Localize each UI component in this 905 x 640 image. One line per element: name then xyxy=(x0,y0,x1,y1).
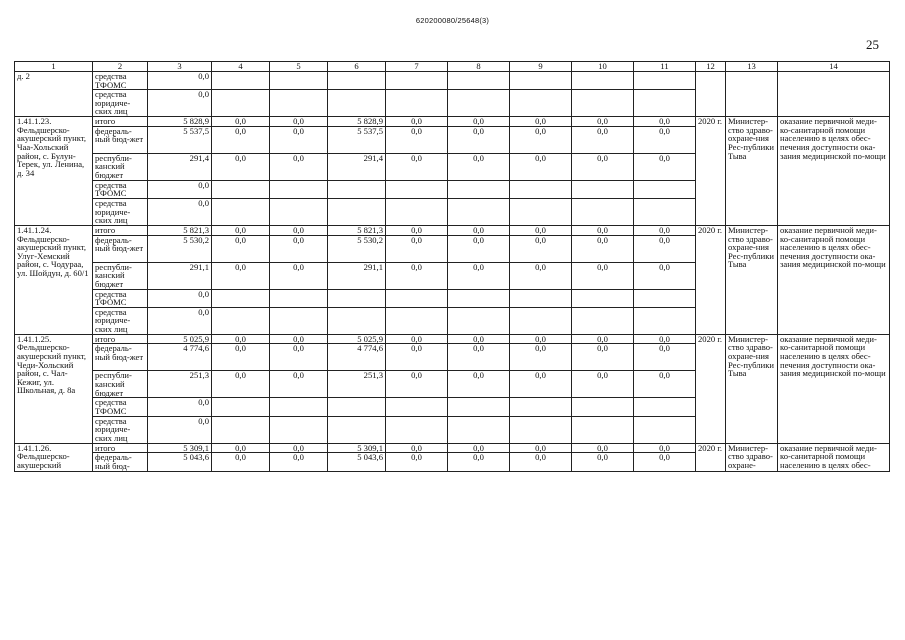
value-cell xyxy=(328,289,386,307)
value-cell: 0,0 xyxy=(448,334,510,344)
funding-source-cell: республи-канский бюджет xyxy=(93,262,148,289)
value-cell xyxy=(212,180,270,198)
value-cell: 0,0 xyxy=(386,443,448,453)
value-cell: 0,0 xyxy=(148,307,212,334)
value-cell xyxy=(386,289,448,307)
value-cell xyxy=(510,398,572,416)
value-cell: 0,0 xyxy=(270,126,328,153)
facility-cell: 1.41.1.23. Фельдшерско-акушерский пункт, Чаа-Хольский район, с. Булун-Терек, ул. Ленина, д. 34 xyxy=(15,117,93,226)
value-cell xyxy=(510,416,572,443)
value-cell xyxy=(572,90,634,117)
value-cell: 251,3 xyxy=(148,371,212,398)
value-cell: 0,0 xyxy=(634,344,696,371)
value-cell: 0,0 xyxy=(448,235,510,262)
value-cell: 0,0 xyxy=(270,117,328,127)
value-cell: 5 821,3 xyxy=(328,225,386,235)
value-cell xyxy=(572,307,634,334)
funding-source-cell: федераль-ный бюд-жет xyxy=(93,235,148,262)
table-row xyxy=(15,117,890,127)
value-cell xyxy=(328,180,386,198)
funding-source-cell: федераль-ный бюд- xyxy=(93,453,148,472)
agency-cell: Министер-ство здраво-охране-ния Рес-публики Тыва xyxy=(726,225,778,334)
value-cell: 0,0 xyxy=(634,262,696,289)
value-cell: 0,0 xyxy=(572,153,634,180)
value-cell: 0,0 xyxy=(634,334,696,344)
value-cell xyxy=(634,72,696,90)
value-cell xyxy=(572,416,634,443)
value-cell: 0,0 xyxy=(212,453,270,472)
value-cell: 0,0 xyxy=(148,72,212,90)
column-header: 7 xyxy=(386,62,448,72)
purpose-cell: оказание первичной меди-ко-санитарной помощи населению в целях обес-печения доступности ока-зания медицинской по-мощи xyxy=(778,334,890,443)
value-cell xyxy=(448,289,510,307)
value-cell xyxy=(448,90,510,117)
value-cell xyxy=(386,90,448,117)
agency-cell xyxy=(726,72,778,117)
value-cell: 0,0 xyxy=(148,398,212,416)
value-cell xyxy=(212,198,270,225)
value-cell: 0,0 xyxy=(212,334,270,344)
value-cell: 4 774,6 xyxy=(328,344,386,371)
value-cell xyxy=(386,198,448,225)
value-cell: 0,0 xyxy=(448,262,510,289)
value-cell: 0,0 xyxy=(448,371,510,398)
value-cell: 0,0 xyxy=(386,117,448,127)
column-header: 3 xyxy=(148,62,212,72)
agency-cell: Министер-ство здраво-охране- xyxy=(726,443,778,472)
funding-source-cell: итого xyxy=(93,443,148,453)
table-row xyxy=(15,72,890,90)
value-cell: 0,0 xyxy=(448,344,510,371)
value-cell: 5 043,6 xyxy=(328,453,386,472)
value-cell: 0,0 xyxy=(634,371,696,398)
value-cell xyxy=(270,180,328,198)
purpose-cell: оказание первичной меди-ко-санитарной помощи населению в целях обес-печения доступности ока-зания медицинской по-мощи xyxy=(778,117,890,226)
header-row xyxy=(15,62,890,72)
value-cell: 0,0 xyxy=(448,443,510,453)
funding-source-cell: федераль-ный бюд-жет xyxy=(93,126,148,153)
value-cell: 5 025,9 xyxy=(148,334,212,344)
value-cell: 0,0 xyxy=(510,453,572,472)
value-cell: 0,0 xyxy=(270,453,328,472)
purpose-cell xyxy=(778,72,890,117)
value-cell: 0,0 xyxy=(270,262,328,289)
value-cell: 0,0 xyxy=(634,225,696,235)
value-cell: 0,0 xyxy=(386,453,448,472)
value-cell: 0,0 xyxy=(386,334,448,344)
purpose-cell: оказание первичной меди-ко-санитарной помощи населению в целях обес-печения доступности ока-зания медицинской по-мощи xyxy=(778,225,890,334)
value-cell: 5 537,5 xyxy=(328,126,386,153)
funding-source-cell: средства юридиче-ских лиц xyxy=(93,198,148,225)
value-cell: 0,0 xyxy=(448,453,510,472)
value-cell xyxy=(510,180,572,198)
document-id: 620200080/25648(3) xyxy=(415,16,490,25)
value-cell xyxy=(386,398,448,416)
value-cell xyxy=(634,398,696,416)
value-cell: 4 774,6 xyxy=(148,344,212,371)
table-row xyxy=(15,334,890,344)
funding-source-cell: итого xyxy=(93,225,148,235)
value-cell: 0,0 xyxy=(572,225,634,235)
agency-cell: Министер-ство здраво-охране-ния Рес-публики Тыва xyxy=(726,117,778,226)
value-cell: 0,0 xyxy=(448,225,510,235)
value-cell xyxy=(448,72,510,90)
facility-cell: д. 2 xyxy=(15,72,93,117)
value-cell: 291,4 xyxy=(328,153,386,180)
value-cell xyxy=(270,398,328,416)
value-cell: 0,0 xyxy=(634,453,696,472)
value-cell xyxy=(510,90,572,117)
value-cell: 0,0 xyxy=(212,344,270,371)
value-cell: 0,0 xyxy=(634,117,696,127)
value-cell: 0,0 xyxy=(386,225,448,235)
value-cell: 0,0 xyxy=(448,117,510,127)
value-cell: 0,0 xyxy=(510,334,572,344)
value-cell xyxy=(634,289,696,307)
funding-source-cell: итого xyxy=(93,334,148,344)
value-cell: 0,0 xyxy=(572,334,634,344)
column-header: 4 xyxy=(212,62,270,72)
value-cell xyxy=(634,90,696,117)
year-cell: 2020 г. xyxy=(696,225,726,334)
value-cell: 0,0 xyxy=(270,225,328,235)
value-cell xyxy=(328,416,386,443)
value-cell xyxy=(572,72,634,90)
value-cell: 0,0 xyxy=(572,235,634,262)
value-cell xyxy=(386,416,448,443)
value-cell xyxy=(328,72,386,90)
value-cell: 0,0 xyxy=(572,453,634,472)
value-cell: 0,0 xyxy=(148,198,212,225)
value-cell: 0,0 xyxy=(270,153,328,180)
column-header: 8 xyxy=(448,62,510,72)
value-cell: 0,0 xyxy=(572,371,634,398)
column-header: 9 xyxy=(510,62,572,72)
value-cell: 5 043,6 xyxy=(148,453,212,472)
facility-cell: 1.41.1.26. Фельдшерско-акушерский xyxy=(15,443,93,472)
value-cell: 0,0 xyxy=(212,371,270,398)
value-cell: 0,0 xyxy=(148,289,212,307)
value-cell: 0,0 xyxy=(386,371,448,398)
value-cell: 0,0 xyxy=(572,126,634,153)
value-cell xyxy=(634,180,696,198)
value-cell xyxy=(634,307,696,334)
funding-source-cell: средства ТФОМС xyxy=(93,72,148,90)
value-cell: 0,0 xyxy=(386,235,448,262)
value-cell: 0,0 xyxy=(634,443,696,453)
value-cell: 0,0 xyxy=(572,117,634,127)
value-cell xyxy=(212,72,270,90)
value-cell: 5 530,2 xyxy=(328,235,386,262)
value-cell xyxy=(448,398,510,416)
value-cell: 0,0 xyxy=(148,90,212,117)
table-row xyxy=(15,443,890,453)
year-cell xyxy=(696,72,726,117)
value-cell: 0,0 xyxy=(510,153,572,180)
value-cell xyxy=(448,416,510,443)
funding-source-cell: средства юридиче-ских лиц xyxy=(93,416,148,443)
value-cell: 0,0 xyxy=(386,126,448,153)
value-cell: 5 828,9 xyxy=(328,117,386,127)
page-number: 25 xyxy=(866,37,879,52)
value-cell xyxy=(270,289,328,307)
value-cell: 291,4 xyxy=(148,153,212,180)
column-header: 11 xyxy=(634,62,696,72)
value-cell xyxy=(510,307,572,334)
value-cell xyxy=(328,198,386,225)
value-cell: 0,0 xyxy=(510,443,572,453)
funding-source-cell: средства ТФОМС xyxy=(93,289,148,307)
value-cell: 0,0 xyxy=(386,262,448,289)
value-cell: 0,0 xyxy=(148,180,212,198)
value-cell: 5 025,9 xyxy=(328,334,386,344)
value-cell xyxy=(212,307,270,334)
value-cell xyxy=(572,198,634,225)
value-cell: 0,0 xyxy=(634,235,696,262)
year-cell: 2020 г. xyxy=(696,443,726,472)
value-cell xyxy=(212,416,270,443)
value-cell: 5 309,1 xyxy=(148,443,212,453)
agency-cell: Министер-ство здраво-охране-ния Рес-публики Тыва xyxy=(726,334,778,443)
column-header: 10 xyxy=(572,62,634,72)
value-cell: 5 309,1 xyxy=(328,443,386,453)
value-cell: 0,0 xyxy=(212,126,270,153)
value-cell xyxy=(634,198,696,225)
year-cell: 2020 г. xyxy=(696,117,726,226)
value-cell xyxy=(270,307,328,334)
funding-source-cell: республи-канский бюджет xyxy=(93,153,148,180)
value-cell xyxy=(386,307,448,334)
value-cell xyxy=(328,90,386,117)
value-cell: 0,0 xyxy=(270,235,328,262)
funding-source-cell: итого xyxy=(93,117,148,127)
value-cell: 0,0 xyxy=(510,344,572,371)
value-cell: 0,0 xyxy=(270,371,328,398)
value-cell xyxy=(270,90,328,117)
value-cell xyxy=(572,180,634,198)
value-cell: 0,0 xyxy=(510,262,572,289)
value-cell xyxy=(212,90,270,117)
value-cell: 5 530,2 xyxy=(148,235,212,262)
value-cell: 0,0 xyxy=(510,126,572,153)
purpose-cell: оказание первичной меди-ко-санитарной помощи населению в целях обес- xyxy=(778,443,890,472)
value-cell: 0,0 xyxy=(386,153,448,180)
value-cell xyxy=(448,198,510,225)
funding-source-cell: средства юридиче-ских лиц xyxy=(93,307,148,334)
value-cell: 0,0 xyxy=(572,262,634,289)
value-cell xyxy=(634,416,696,443)
value-cell xyxy=(572,398,634,416)
funding-source-cell: республи-канский бюджет xyxy=(93,371,148,398)
funding-source-cell: средства ТФОМС xyxy=(93,398,148,416)
year-cell: 2020 г. xyxy=(696,334,726,443)
value-cell xyxy=(270,416,328,443)
column-header: 1 xyxy=(15,62,93,72)
value-cell: 5 537,5 xyxy=(148,126,212,153)
value-cell: 251,3 xyxy=(328,371,386,398)
funding-source-cell: федераль-ный бюд-жет xyxy=(93,344,148,371)
table-row xyxy=(15,225,890,235)
value-cell xyxy=(328,398,386,416)
value-cell xyxy=(386,180,448,198)
facility-cell: 1.41.1.25. Фельдшерско-акушерский пункт, Чеди-Хольский район, с. Чал-Кежиг, ул. Школьная, д. 8а xyxy=(15,334,93,443)
value-cell: 0,0 xyxy=(572,344,634,371)
value-cell: 0,0 xyxy=(572,443,634,453)
value-cell: 0,0 xyxy=(212,117,270,127)
value-cell: 0,0 xyxy=(510,371,572,398)
value-cell xyxy=(572,289,634,307)
value-cell xyxy=(270,72,328,90)
value-cell xyxy=(448,307,510,334)
value-cell: 0,0 xyxy=(270,344,328,371)
value-cell xyxy=(510,289,572,307)
value-cell: 0,0 xyxy=(148,416,212,443)
budget-table xyxy=(14,61,890,472)
value-cell: 0,0 xyxy=(510,117,572,127)
value-cell: 0,0 xyxy=(212,443,270,453)
value-cell: 291,1 xyxy=(328,262,386,289)
value-cell: 0,0 xyxy=(448,153,510,180)
facility-cell: 1.41.1.24. Фельдшерско-акушерский пункт, Улуг-Хемский район, с. Чодураа, ул. Шойдун, д. 60/1 xyxy=(15,225,93,334)
value-cell xyxy=(386,72,448,90)
value-cell: 0,0 xyxy=(448,126,510,153)
value-cell: 0,0 xyxy=(386,344,448,371)
value-cell xyxy=(328,307,386,334)
value-cell xyxy=(212,398,270,416)
value-cell: 0,0 xyxy=(634,126,696,153)
value-cell xyxy=(270,198,328,225)
value-cell: 0,0 xyxy=(270,443,328,453)
value-cell: 0,0 xyxy=(212,153,270,180)
value-cell: 0,0 xyxy=(270,334,328,344)
value-cell xyxy=(212,289,270,307)
column-header: 5 xyxy=(270,62,328,72)
funding-source-cell: средства ТФОМС xyxy=(93,180,148,198)
value-cell: 0,0 xyxy=(212,262,270,289)
value-cell xyxy=(448,180,510,198)
value-cell: 0,0 xyxy=(212,225,270,235)
value-cell: 5 821,3 xyxy=(148,225,212,235)
value-cell xyxy=(510,198,572,225)
value-cell: 0,0 xyxy=(510,225,572,235)
column-header: 6 xyxy=(328,62,386,72)
column-header: 12 xyxy=(696,62,726,72)
column-header: 14 xyxy=(778,62,890,72)
value-cell: 0,0 xyxy=(212,235,270,262)
value-cell xyxy=(510,72,572,90)
value-cell: 0,0 xyxy=(634,153,696,180)
column-header: 2 xyxy=(93,62,148,72)
value-cell: 0,0 xyxy=(510,235,572,262)
value-cell: 5 828,9 xyxy=(148,117,212,127)
column-header: 13 xyxy=(726,62,778,72)
funding-source-cell: средства юридиче-ских лиц xyxy=(93,90,148,117)
value-cell: 291,1 xyxy=(148,262,212,289)
